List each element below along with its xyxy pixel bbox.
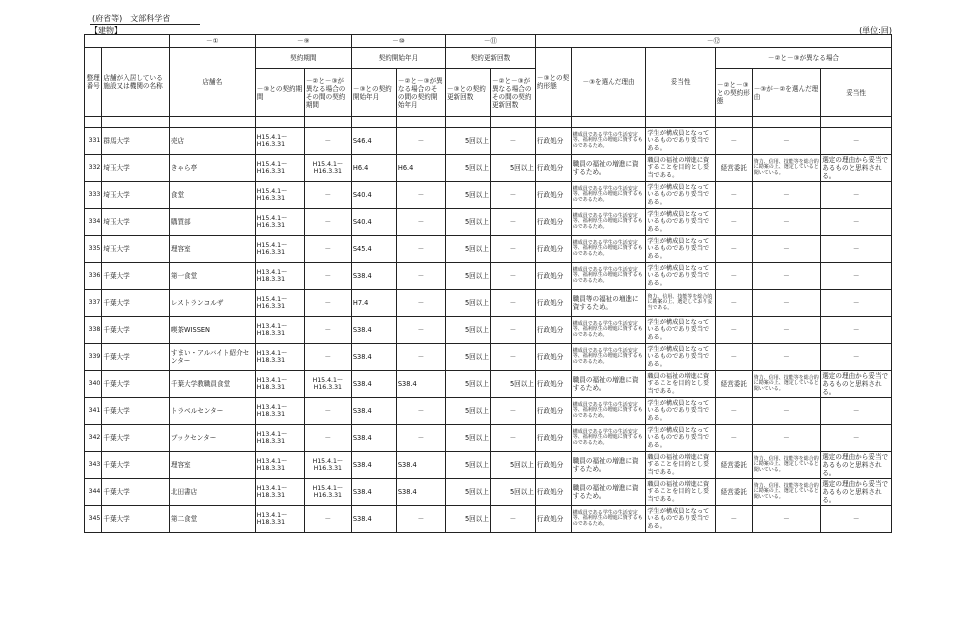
row-renewal-count: 5回以上 [445, 317, 490, 344]
spacer-cell [821, 117, 892, 128]
row-contract-period: H15.4.1～ H16.3.31 [255, 155, 304, 182]
c12d-header: －②と－③との契約形態 [715, 69, 752, 117]
no-header: 整理番号 [85, 48, 102, 117]
table-row [85, 452, 892, 479]
row-contract-form-2: － [715, 506, 752, 533]
spacer-row [85, 117, 892, 128]
row-contract-form: 行政処分 [535, 263, 571, 290]
row-renewal-count-2: － [490, 263, 535, 290]
row-reason-2: － [752, 344, 821, 371]
row-shop-name: 第一食堂 [169, 263, 255, 290]
row-facility: 千葉大学 [102, 317, 169, 344]
row-number: 341 [85, 398, 102, 425]
row-reason: 職員の福祉の増進に資するため。 [571, 479, 646, 506]
row-contract-period-2: － [304, 506, 351, 533]
row-reason-2: 資力、信用、技能等を総合的に勘案の上、選定していると聞いている。 [752, 452, 821, 479]
row-number: 339 [85, 344, 102, 371]
row-renewal-count: 5回以上 [445, 479, 490, 506]
table-row [85, 236, 892, 263]
row-renewal-count-2: － [490, 506, 535, 533]
row-start-date-2: － [396, 398, 445, 425]
sub11-header: 契約更新回数 [445, 48, 535, 69]
row-renewal-count: 5回以上 [445, 128, 490, 155]
table-row [85, 263, 892, 290]
row-contract-form: 行政処分 [535, 452, 571, 479]
row-number: 337 [85, 290, 102, 317]
row-facility: 千葉大学 [102, 344, 169, 371]
row-validity: 学生が構成員となっているものであり妥当である。 [646, 344, 716, 371]
spacer-cell [535, 117, 571, 128]
row-validity: 学生が構成員となっているものであり妥当である。 [646, 128, 716, 155]
row-reason-2: － [752, 128, 821, 155]
row-contract-period-2: － [304, 398, 351, 425]
spacer-cell [490, 117, 535, 128]
row-number: 331 [85, 128, 102, 155]
row-contract-form-2: － [715, 209, 752, 236]
row-contract-period: H13.4.1～ H18.3.31 [255, 344, 304, 371]
row-renewal-count-2: － [490, 182, 535, 209]
row-contract-period: H15.4.1～ H16.3.31 [255, 236, 304, 263]
row-validity: 学生が構成員となっているものであり妥当である。 [646, 263, 716, 290]
row-facility: 千葉大学 [102, 452, 169, 479]
group1-header: －① [169, 35, 255, 48]
c12c-header: 妥当性 [646, 48, 716, 117]
row-shop-name: 理容室 [169, 236, 255, 263]
spacer-cell [169, 117, 255, 128]
table-row [85, 425, 892, 452]
row-facility: 千葉大学 [102, 479, 169, 506]
spacer-cell [351, 117, 396, 128]
row-reason-2: － [752, 317, 821, 344]
row-renewal-count-2: － [490, 398, 535, 425]
row-validity: 学生が構成員となっているものであり妥当である。 [646, 506, 716, 533]
row-contract-form: 行政処分 [535, 479, 571, 506]
row-facility: 埼玉大学 [102, 155, 169, 182]
row-renewal-count: 5回以上 [445, 236, 490, 263]
row-start-date: H6.4 [351, 155, 396, 182]
row-reason-2: － [752, 182, 821, 209]
row-renewal-count-2: － [490, 344, 535, 371]
facility-header: 店舗が入居している施設又は機関の名称 [102, 48, 169, 117]
sub12b-header: －②と－③が異なる場合 [715, 48, 891, 69]
row-reason: 構成員である学生の生活安定等、福利厚生の増進に資するものであるため。 [571, 344, 646, 371]
row-renewal-count-2: 5回以上 [490, 155, 535, 182]
row-start-date: S40.4 [351, 209, 396, 236]
row-contract-form: 行政処分 [535, 209, 571, 236]
row-reason-2: － [752, 263, 821, 290]
row-contract-form: 行政処分 [535, 236, 571, 263]
row-shop-name: 千葉大学教職員食堂 [169, 371, 255, 398]
row-contract-form-2: － [715, 236, 752, 263]
row-start-date: S38.4 [351, 398, 396, 425]
row-start-date-2: － [396, 506, 445, 533]
row-shop-name: すまい・アルバイト紹介センター [169, 344, 255, 371]
row-facility: 埼玉大学 [102, 236, 169, 263]
row-facility: 千葉大学 [102, 263, 169, 290]
row-start-date-2: － [396, 209, 445, 236]
row-contract-form-2: － [715, 128, 752, 155]
header-row-sub [85, 48, 892, 69]
row-contract-form: 行政処分 [535, 182, 571, 209]
c10b-header: －②と－③が異なる場合のその間の契約開始年月 [396, 69, 445, 117]
row-validity: 職員の福祉の増進に資することを目的とし妥当である。 [646, 479, 716, 506]
row-reason: 職員の福祉の増進に資するため。 [571, 371, 646, 398]
row-renewal-count-2: － [490, 317, 535, 344]
table-row [85, 290, 892, 317]
c12f-header: 妥当性 [821, 69, 892, 117]
group9-header: －⑨ [255, 35, 351, 48]
row-validity: 学生が構成員となっているものであり妥当である。 [646, 398, 716, 425]
row-validity-2: 選定の理由から妥当であるものと思料される。 [821, 452, 892, 479]
row-start-date: S38.4 [351, 506, 396, 533]
row-reason: 構成員である学生の生活安定等、福利厚生の増進に資するものであるため。 [571, 209, 646, 236]
spacer-cell [102, 117, 169, 128]
row-validity-2: － [821, 506, 892, 533]
row-contract-form: 行政処分 [535, 371, 571, 398]
row-start-date-2: S38.4 [396, 479, 445, 506]
table-row [85, 128, 892, 155]
row-contract-form-2: － [715, 398, 752, 425]
row-shop-name: 北田書店 [169, 479, 255, 506]
row-validity-2: 選定の理由から妥当であるものと思料される。 [821, 155, 892, 182]
row-validity: 資力、信用、技能等を総合的に勘案の上、選定しており妥当である。 [646, 290, 716, 317]
row-contract-period-2: H15.4.1～ H16.3.31 [304, 452, 351, 479]
row-validity: 学生が構成員となっているものであり妥当である。 [646, 236, 716, 263]
row-contract-form-2: － [715, 182, 752, 209]
row-contract-form-2: 経営委託 [715, 452, 752, 479]
spacer-cell [85, 117, 102, 128]
row-facility: 千葉大学 [102, 425, 169, 452]
table-row [85, 371, 892, 398]
row-validity-2: － [821, 317, 892, 344]
row-start-date-2: S38.4 [396, 371, 445, 398]
row-renewal-count: 5回以上 [445, 452, 490, 479]
row-contract-period-2: H15.4.1～ H16.3.31 [304, 155, 351, 182]
row-contract-form-2: － [715, 290, 752, 317]
row-number: 342 [85, 425, 102, 452]
row-start-date: S38.4 [351, 425, 396, 452]
row-contract-form-2: 経営委託 [715, 155, 752, 182]
row-shop-name: 購買部 [169, 209, 255, 236]
header-row-groups [85, 35, 892, 48]
row-renewal-count: 5回以上 [445, 506, 490, 533]
row-renewal-count: 5回以上 [445, 209, 490, 236]
row-validity-2: － [821, 182, 892, 209]
row-reason-2: － [752, 209, 821, 236]
row-number: 332 [85, 155, 102, 182]
row-contract-form: 行政処分 [535, 506, 571, 533]
row-renewal-count-2: － [490, 425, 535, 452]
row-reason-2: － [752, 290, 821, 317]
row-renewal-count-2: － [490, 290, 535, 317]
table-row [85, 479, 892, 506]
row-contract-period: H13.4.1～ H18.3.31 [255, 425, 304, 452]
row-number: 333 [85, 182, 102, 209]
spacer-cell [752, 117, 821, 128]
table-row [85, 317, 892, 344]
row-contract-period-2: － [304, 317, 351, 344]
row-number: 335 [85, 236, 102, 263]
row-start-date: S38.4 [351, 452, 396, 479]
row-validity: 学生が構成員となっているものであり妥当である。 [646, 209, 716, 236]
row-start-date-2: － [396, 182, 445, 209]
row-start-date: S38.4 [351, 479, 396, 506]
row-start-date: S46.4 [351, 128, 396, 155]
row-renewal-count: 5回以上 [445, 425, 490, 452]
row-contract-period-2: H15.4.1～ H16.3.31 [304, 371, 351, 398]
row-reason: 構成員である学生の生活安定等、福利厚生の増進に資するものであるため。 [571, 236, 646, 263]
row-start-date: S40.4 [351, 182, 396, 209]
contract-table [84, 34, 892, 533]
row-contract-form: 行政処分 [535, 317, 571, 344]
row-number: 336 [85, 263, 102, 290]
row-facility: 埼玉大学 [102, 209, 169, 236]
row-shop-name: トラベルセンター [169, 398, 255, 425]
row-shop-name: レストランコルザ [169, 290, 255, 317]
row-shop-name: 売店 [169, 128, 255, 155]
row-contract-period: H13.4.1～ H18.3.31 [255, 479, 304, 506]
row-validity: 学生が構成員となっているものであり妥当である。 [646, 317, 716, 344]
row-reason: 構成員である学生の生活安定等、福利厚生の増進に資するものであるため。 [571, 398, 646, 425]
row-reason: 職員等の福祉の増進に資するため。 [571, 290, 646, 317]
spacer-cell [715, 117, 752, 128]
row-renewal-count: 5回以上 [445, 371, 490, 398]
row-start-date-2: － [396, 425, 445, 452]
row-reason-2: － [752, 425, 821, 452]
spacer-cell [646, 117, 716, 128]
row-start-date: S45.4 [351, 236, 396, 263]
row-contract-period: H13.4.1～ H18.3.31 [255, 317, 304, 344]
row-start-date-2: H6.4 [396, 155, 445, 182]
row-facility: 千葉大学 [102, 290, 169, 317]
row-contract-form-2: － [715, 317, 752, 344]
row-start-date-2: － [396, 263, 445, 290]
row-contract-form: 行政処分 [535, 425, 571, 452]
sub9-header: 契約期間 [255, 48, 351, 69]
row-facility: 千葉大学 [102, 506, 169, 533]
row-reason-2: － [752, 506, 821, 533]
row-contract-form-2: － [715, 344, 752, 371]
ministry-label: (府省等) 文部科学省 [92, 14, 171, 23]
row-contract-period: H13.4.1～ H18.3.31 [255, 371, 304, 398]
row-start-date: S38.4 [351, 371, 396, 398]
row-shop-name: きゃら亭 [169, 155, 255, 182]
spacer-cell [396, 117, 445, 128]
row-renewal-count: 5回以上 [445, 263, 490, 290]
row-start-date-2: － [396, 290, 445, 317]
row-contract-period-2: － [304, 290, 351, 317]
row-renewal-count: 5回以上 [445, 344, 490, 371]
spacer-cell [255, 117, 304, 128]
row-shop-name: ブックセンター [169, 425, 255, 452]
row-shop-name: 喫茶WISSEN [169, 317, 255, 344]
row-reason-2: 資力、信用、技能等を総合的に勘案の上、選定していると聞いている。 [752, 479, 821, 506]
c9a-header: －③との契約期間 [255, 69, 304, 117]
row-reason: 構成員である学生の生活安定等、福利厚生の増進に資するものであるため。 [571, 128, 646, 155]
category-label: 【建物】 [90, 26, 122, 35]
row-validity: 職員の福祉の増進に資することを目的とし妥当である。 [646, 371, 716, 398]
row-validity-2: － [821, 128, 892, 155]
row-reason: 構成員である学生の生活安定等、福利厚生の増進に資するものであるため。 [571, 317, 646, 344]
row-contract-period: H15.4.1～ H16.3.31 [255, 128, 304, 155]
row-reason: 職員の福祉の増進に資するため。 [571, 155, 646, 182]
c9b-header: －②と－③が異なる場合のその間の契約期間 [304, 69, 351, 117]
row-facility: 千葉大学 [102, 371, 169, 398]
row-start-date-2: － [396, 344, 445, 371]
row-validity-2: 選定の理由から妥当であるものと思料される。 [821, 371, 892, 398]
row-reason: 構成員である学生の生活安定等、福利厚生の増進に資するものであるため。 [571, 182, 646, 209]
row-renewal-count-2: － [490, 209, 535, 236]
row-contract-period: H13.4.1～ H18.3.31 [255, 263, 304, 290]
row-validity: 学生が構成員となっているものであり妥当である。 [646, 425, 716, 452]
row-contract-form-2: － [715, 425, 752, 452]
row-contract-period: H15.4.1～ H16.3.31 [255, 290, 304, 317]
row-validity: 学生が構成員となっているものであり妥当である。 [646, 182, 716, 209]
row-start-date: S38.4 [351, 344, 396, 371]
row-contract-period-2: － [304, 344, 351, 371]
row-reason: 構成員である学生の生活安定等、福利厚生の増進に資するものであるため。 [571, 263, 646, 290]
row-number: 343 [85, 452, 102, 479]
shop-header: 店舗名 [169, 48, 255, 117]
unit-label: (単位:回) [859, 26, 892, 35]
group10-header: －⑩ [351, 35, 445, 48]
row-contract-form-2: 経営委託 [715, 371, 752, 398]
c10a-header: －③との契約開始年月 [351, 69, 396, 117]
group11-header: －⑪ [445, 35, 535, 48]
row-contract-period-2: － [304, 182, 351, 209]
sub10-header: 契約開始年月 [351, 48, 445, 69]
row-renewal-count: 5回以上 [445, 398, 490, 425]
c12e-header: －③が－②を選んだ理由 [752, 69, 821, 117]
row-number: 345 [85, 506, 102, 533]
group12-header: －⑫ [535, 35, 891, 48]
table-row [85, 182, 892, 209]
row-contract-period-2: H15.4.1～ H16.3.31 [304, 479, 351, 506]
row-renewal-count: 5回以上 [445, 155, 490, 182]
row-start-date-2: － [396, 128, 445, 155]
row-reason-2: － [752, 398, 821, 425]
row-contract-form-2: － [715, 263, 752, 290]
row-facility: 千葉大学 [102, 398, 169, 425]
row-validity: 職員の福祉の増進に資することを目的とし妥当である。 [646, 155, 716, 182]
row-validity: 職員の福祉の増進に資することを目的とし妥当である。 [646, 452, 716, 479]
row-start-date: S38.4 [351, 263, 396, 290]
row-renewal-count: 5回以上 [445, 182, 490, 209]
spacer-cell [304, 117, 351, 128]
row-start-date-2: － [396, 317, 445, 344]
row-validity-2: － [821, 209, 892, 236]
c11b-header: －②と－③が異なる場合のその間の契約更新回数 [490, 69, 535, 117]
row-start-date-2: － [396, 236, 445, 263]
row-reason: 職員の福祉の増進に資するため。 [571, 452, 646, 479]
row-validity-2: － [821, 290, 892, 317]
row-facility: 埼玉大学 [102, 182, 169, 209]
table-row [85, 506, 892, 533]
row-validity-2: － [821, 236, 892, 263]
row-contract-period: H13.4.1～ H18.3.31 [255, 398, 304, 425]
row-contract-form: 行政処分 [535, 290, 571, 317]
row-contract-period-2: － [304, 128, 351, 155]
row-contract-period: H15.4.1～ H16.3.31 [255, 209, 304, 236]
row-renewal-count-2: － [490, 236, 535, 263]
table-row [85, 155, 892, 182]
row-shop-name: 理容室 [169, 452, 255, 479]
row-contract-form: 行政処分 [535, 128, 571, 155]
row-contract-period-2: － [304, 425, 351, 452]
row-renewal-count-2: － [490, 128, 535, 155]
row-contract-period-2: － [304, 236, 351, 263]
row-contract-form: 行政処分 [535, 344, 571, 371]
table-row [85, 344, 892, 371]
row-start-date: S38.4 [351, 317, 396, 344]
row-renewal-count-2: 5回以上 [490, 479, 535, 506]
c12b-header: －③を選んだ理由 [571, 48, 646, 117]
row-renewal-count-2: 5回以上 [490, 371, 535, 398]
spacer-cell [571, 117, 646, 128]
c12a-header: －③との契約形態 [535, 48, 571, 117]
row-reason-2: 資力、信用、技能等を総合的に勘案の上、選定していると聞いている。 [752, 155, 821, 182]
row-validity-2: － [821, 263, 892, 290]
row-shop-name: 第二食堂 [169, 506, 255, 533]
row-contract-period-2: － [304, 209, 351, 236]
row-contract-period: H13.4.1～ H18.3.31 [255, 452, 304, 479]
spacer-cell [445, 117, 490, 128]
row-validity-2: － [821, 425, 892, 452]
row-number: 338 [85, 317, 102, 344]
row-reason-2: 資力、信用、技能等を総合的に勘案の上、選定していると聞いている。 [752, 371, 821, 398]
blank-header-cell [85, 35, 170, 48]
row-contract-period: H13.4.1～ H18.3.31 [255, 506, 304, 533]
row-validity-2: 選定の理由から妥当であるものと思料される。 [821, 479, 892, 506]
row-validity-2: － [821, 398, 892, 425]
table-row [85, 209, 892, 236]
table-row [85, 398, 892, 425]
row-start-date-2: S38.4 [396, 452, 445, 479]
row-number: 340 [85, 371, 102, 398]
row-shop-name: 食堂 [169, 182, 255, 209]
row-number: 334 [85, 209, 102, 236]
row-number: 344 [85, 479, 102, 506]
row-facility: 群馬大学 [102, 128, 169, 155]
row-validity-2: － [821, 344, 892, 371]
row-contract-form: 行政処分 [535, 398, 571, 425]
row-reason: 構成員である学生の生活安定等、福利厚生の増進に資するものであるため。 [571, 506, 646, 533]
row-contract-form-2: 経営委託 [715, 479, 752, 506]
row-reason-2: － [752, 236, 821, 263]
row-reason: 構成員である学生の生活安定等、福利厚生の増進に資するものであるため。 [571, 425, 646, 452]
row-start-date: H7.4 [351, 290, 396, 317]
row-renewal-count: 5回以上 [445, 290, 490, 317]
c11a-header: －③との契約更新回数 [445, 69, 490, 117]
row-contract-period-2: － [304, 263, 351, 290]
row-contract-form: 行政処分 [535, 155, 571, 182]
row-contract-period: H15.4.1～ H16.3.31 [255, 182, 304, 209]
row-renewal-count-2: 5回以上 [490, 452, 535, 479]
